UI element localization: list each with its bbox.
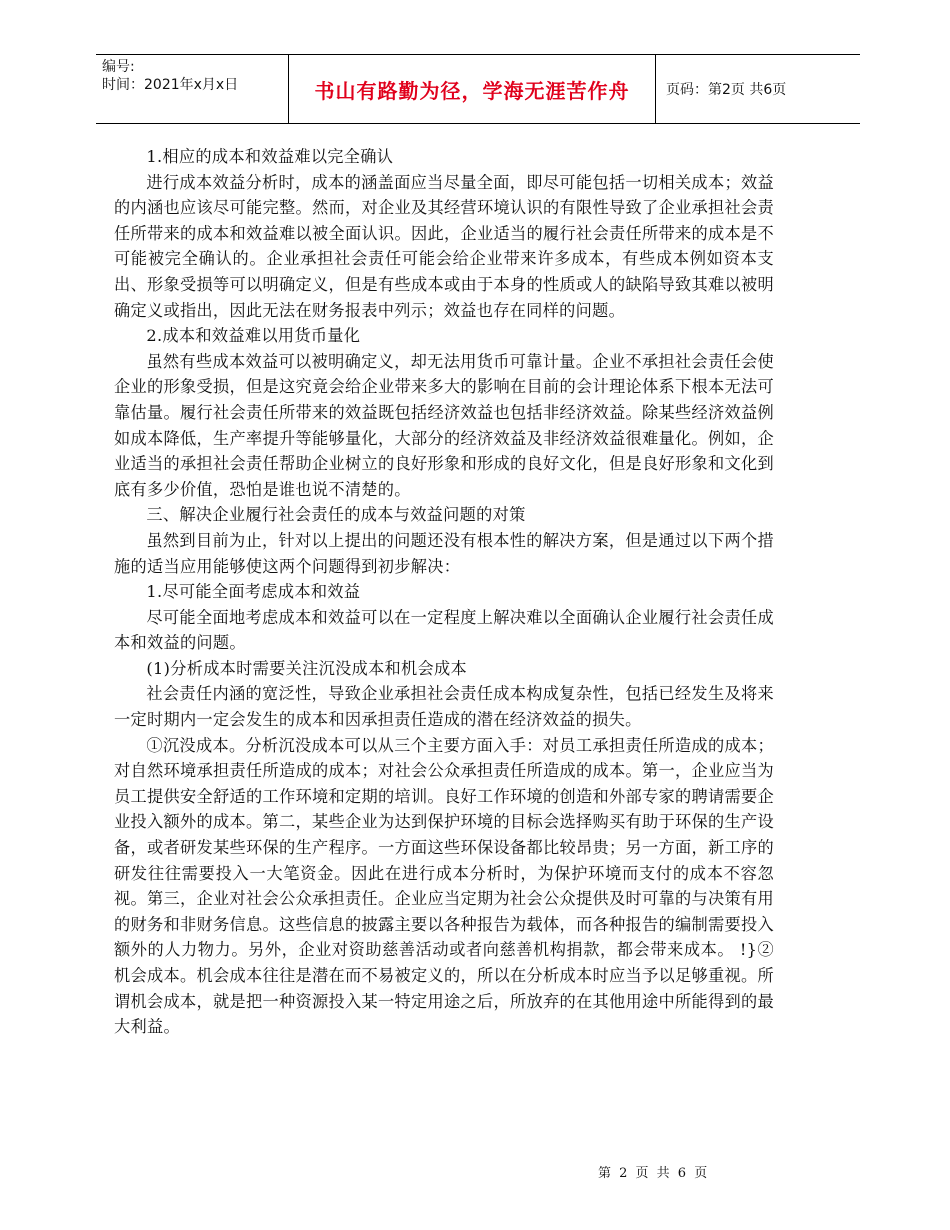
body-paragraph: 虽然到目前为止，针对以上提出的问题还没有根本性的解决方案，但是通过以下两个措施的适当应用能够使这两个问题得到初步解决：: [114, 530, 774, 576]
body-paragraph: ①沉没成本。分析沉没成本可以从三个主要方面入手：对员工承担责任所造成的成本；对自然环境承担责任所造成的成本；对社会公众承担责任所造成的成本。第一，企业应当为员工提供安全舒适的工作环境和定期的培训。良好工作环境的创造和外部专家的聘请需要企业投入额外的成本。第二，某些企业为达到保护环境的目标会选择购买有助于环保的生产设备，或者研发某些环保的生产程序。一方面这些环保设备都比较昂贵；另一方面，新工序的研发往往需要投入一大笔资金。因此在进行成本分析时，为保护环境而支付的成本不容忽视。第三，企业对社会公众承担责任。企业应当定期为社会公众提供及时可靠的与决策有用的财务和非财务信息。这些信息的披露主要以各种报告为载体，而各种报告的编制需要投入额外的人力物力。另外，企业对资助慈善活动或者向慈善机构捐款，都会带来成本。 !}②机会成本。机会成本往往是潜在而不易被定义的，所以在分析成本时应当予以足够重视。所谓机会成本，就是把一种资源投入某一特定用途之后，所放弃的在其他用途中所能得到的最大利益。: [114, 735, 774, 1037]
number-label: 编号:: [102, 59, 135, 75]
page-header: [96, 54, 860, 124]
header-motto: 书山有路勤为径，学海无涯苦作舟: [289, 55, 656, 123]
section-heading: 2.成本和效益难以用货币量化: [146, 326, 361, 346]
document-body: [114, 144, 774, 1040]
body-paragraph: 尽可能全面地考虑成本和效益可以在一定程度上解决难以全面确认企业履行社会责任成本和效益的问题。: [114, 607, 774, 653]
subsection-heading: (1)分析成本时需要关注沉没成本和机会成本: [146, 658, 467, 678]
body-paragraph: 虽然有些成本效益可以被明确定义，却无法用货币可靠计量。企业不承担社会责任会使企业的形象受损，但是这究竟会给企业带来多大的影响在目前的会计理论体系下根本无法可靠估量。履行社会责任所带来的效益既包括经济效益也包括非经济效益。除某些经济效益例如成本降低，生产率提升等能够量化，大部分的经济效益及非经济效益很难量化。例如，企业适当的承担社会责任帮助企业树立的良好形象和形成的良好文化，但是良好形象和文化到底有多少价值，恐怕是谁也说不清楚的。: [114, 351, 774, 499]
section-heading: 1.相应的成本和效益难以完全确认: [146, 147, 394, 166]
header-meta: [96, 55, 289, 123]
body-paragraph: 社会责任内涵的宽泛性，导致企业承担社会责任成本构成复杂性，包括已经发生及将来一定时期内一定会发生的成本和因承担责任造成的潜在经济效益的损失。: [114, 684, 774, 730]
section-heading: 1.尽可能全面考虑成本和效益: [146, 582, 361, 602]
section-heading: 三、解决企业履行社会责任的成本与效益问题的对策: [146, 505, 526, 525]
body-paragraph: 进行成本效益分析时，成本的涵盖面应当尽量全面，即尽可能包括一切相关成本；效益的内涵也应该尽可能完整。然而，对企业及其经营环境认识的有限性导致了企业承担社会责任所带来的成本和效益难以被全面认识。因此，企业适当的履行社会责任所带来的成本是不可能被完全确认的。企业承担社会责任可能会给企业带来许多成本，有些成本例如资本支出、形象受损等可以明确定义，但是有些成本或由于本身的性质或人的缺陷导致其难以被明确定义或指出，因此无法在财务报表中列示；效益也存在同样的问题。: [114, 172, 774, 320]
header-page-label: 页码：第2页 共6页: [666, 82, 787, 98]
time-label: 时间：2021年x月x日: [102, 77, 239, 93]
page-footer: 第 2 页 共 6 页: [598, 1166, 710, 1181]
